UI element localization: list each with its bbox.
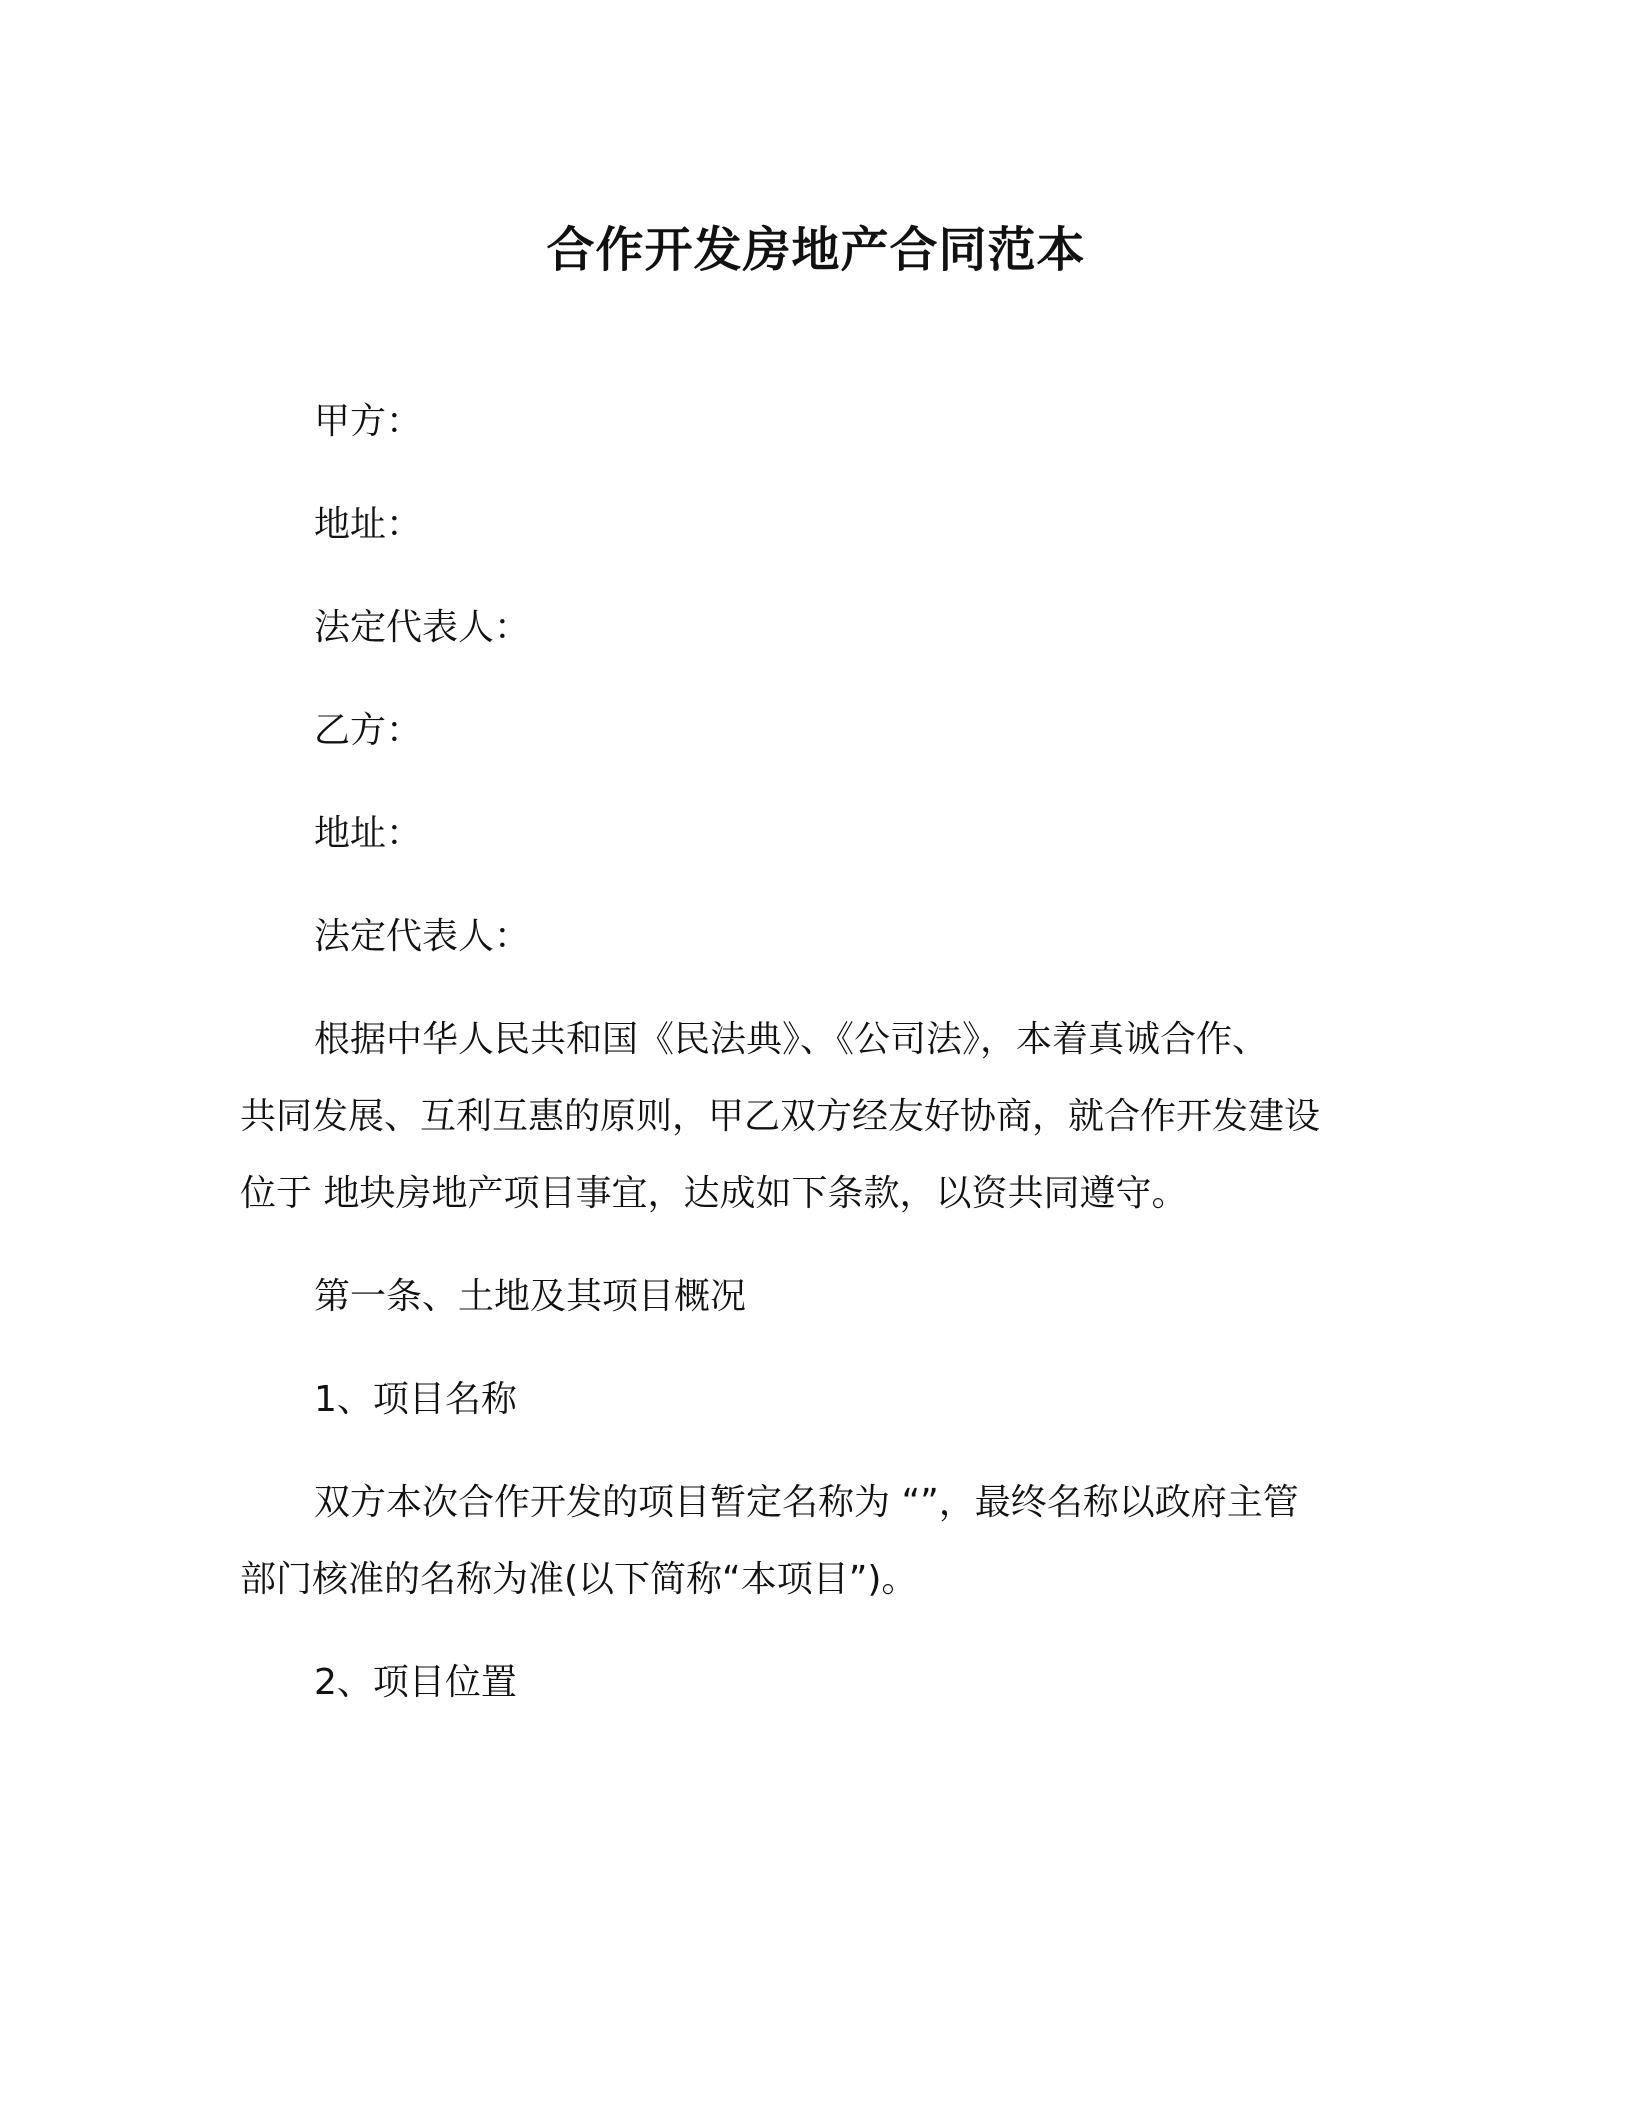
party-b-representative-label: 法定代表人：	[314, 916, 531, 957]
party-a-label: 甲方：	[314, 401, 423, 442]
preamble-line-1: 根据中华人民共和国《民法典》、《公司法》，本着真诚合作、	[314, 1019, 1269, 1060]
item-1-heading: 1、项目名称	[314, 1379, 517, 1420]
item-2-heading: 2、项目位置	[314, 1662, 517, 1703]
item-1-text-line-2: 部门核准的名称为准(以下简称“本项目”)。	[240, 1559, 918, 1600]
party-b-label: 乙方：	[314, 710, 423, 751]
preamble-line-2: 共同发展、互利互惠的原则，甲乙双方经友好协商，就合作开发建设	[240, 1096, 1321, 1137]
preamble-line-3: 位于 地块房地产项目事宜，达成如下条款，以资共同遵守。	[240, 1173, 1188, 1214]
party-a-address-label: 地址：	[314, 504, 423, 545]
party-a-representative-label: 法定代表人：	[314, 607, 531, 648]
document-title: 合作开发房地产合同范本	[546, 222, 1086, 278]
party-b-address-label: 地址：	[314, 813, 423, 854]
article-1-heading: 第一条、土地及其项目概况	[314, 1276, 747, 1317]
item-1-text-line-1: 双方本次合作开发的项目暂定名称为 “”，最终名称以政府主管	[314, 1482, 1299, 1523]
